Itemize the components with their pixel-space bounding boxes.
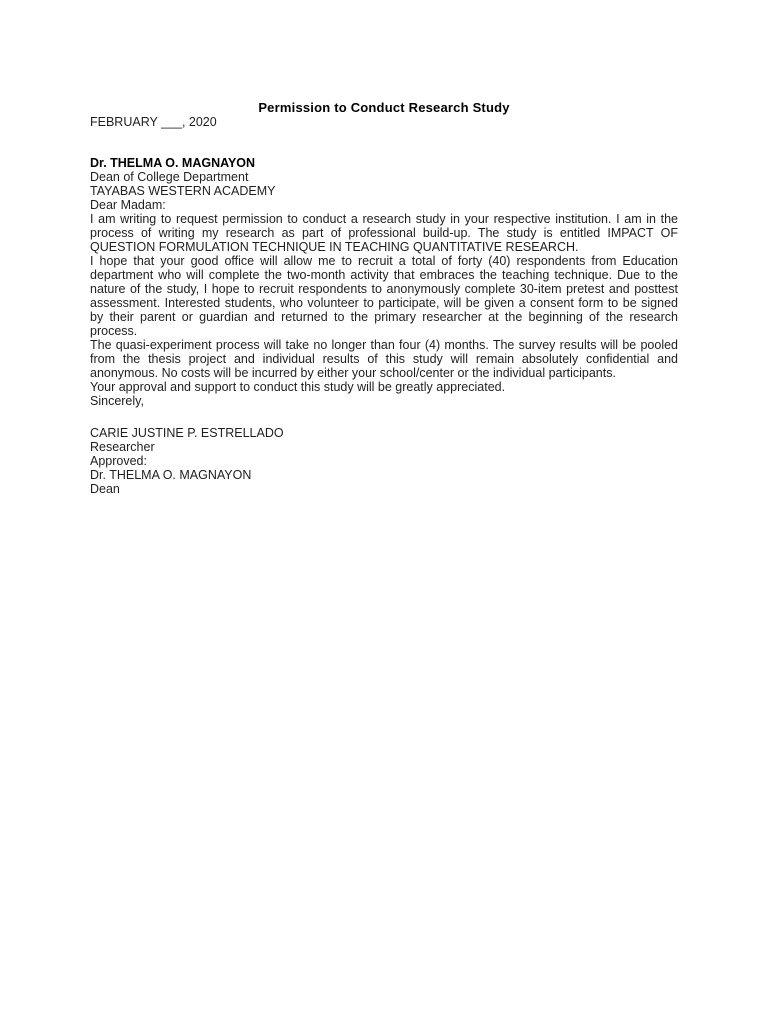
body-paragraph-1: I am writing to request permission to conduct a research study in your respective institution. I am in the process of writing my research as part of professional build-up. The study is entitled IMPACT OF QUESTION FORMULATION TECHNIQUE IN TEACHING QUANTITATIVE RESEARCH. bbox=[90, 212, 678, 254]
sender-name: CARIE JUSTINE P. ESTRELLADO bbox=[90, 426, 284, 440]
recipient-block bbox=[90, 156, 678, 198]
sender-role: Researcher bbox=[90, 440, 155, 454]
recipient-name: Dr. THELMA O. MAGNAYON bbox=[90, 156, 256, 170]
recipient-org: TAYABAS WESTERN ACADEMY bbox=[90, 184, 276, 198]
salutation: Dear Madam: bbox=[90, 198, 166, 212]
approver-name: Dr. THELMA O. MAGNAYON bbox=[90, 468, 252, 482]
sender-block bbox=[90, 426, 678, 454]
date-line: FEBRUARY ___, 2020 bbox=[90, 115, 217, 129]
letter-content bbox=[0, 0, 768, 496]
letter-title: Permission to Conduct Research Study bbox=[258, 100, 510, 115]
body-paragraph-4: Your approval and support to conduct this study will be greatly appreciated. bbox=[90, 380, 506, 394]
body-paragraph-3: The quasi-experiment process will take no longer than four (4) months. The survey results will be pooled from the thesis project and individual results of this study will remain absolutely confidential and anonymous. No costs will be incurred by either your school/center or the individual participants. bbox=[90, 338, 678, 380]
approved-label: Approved: bbox=[90, 454, 147, 468]
body-paragraph-2: I hope that your good office will allow me to recruit a total of forty (40) respondents from Education department who will complete the two-month activity that embraces the teaching technique. Due to the nature of the study, I hope to recruit respondents to anonymously complete 30-item pretest and posttest assessment. Interested students, who volunteer to participate, will be given a consent form to be signed by their parent or guardian and returned to the primary researcher at the beginning of the research process. bbox=[90, 254, 678, 338]
approver-role: Dean bbox=[90, 482, 120, 496]
recipient-role: Dean of College Department bbox=[90, 170, 249, 184]
closing-line: Sincerely, bbox=[90, 394, 144, 408]
